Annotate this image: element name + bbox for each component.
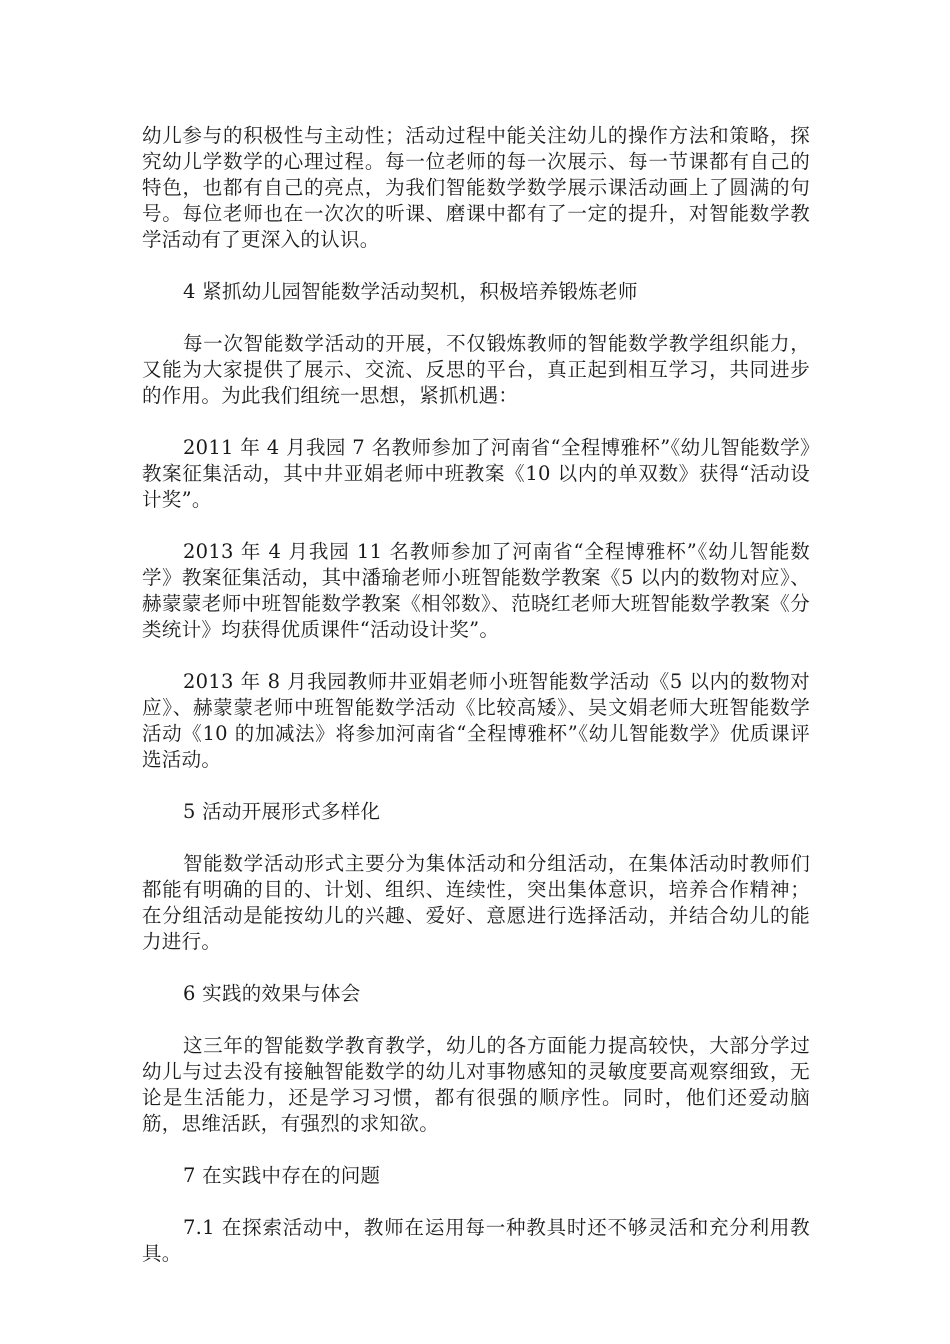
- paragraph: 2011 年 4 月我园 7 名教师参加了河南省“全程博雅杯”《幼儿智能数学》教案征集活动，其中井亚娟老师中班教案《10 以内的单双数》获得“活动设计奖”。: [142, 436, 810, 511]
- paragraph: 智能数学活动形式主要分为集体活动和分组活动，在集体活动时教师们都能有明确的目的、计划、组织、连续性，突出集体意识，培养合作精神；在分组活动是能按幼儿的兴趣、爱好、意愿进行选择活动，并结合幼儿的能力进行。: [142, 852, 810, 953]
- paragraph: 2013 年 4 月我园 11 名教师参加了河南省“全程博雅杯”《幼儿智能数学》教案征集活动，其中潘瑜老师小班智能数学教案《5 以内的数物对应》、赫蒙蒙老师中班智能数学教案《相邻数》、范晓红老师大班智能数学教案《分类统计》均获得优质课件“活动设计奖”。: [142, 540, 810, 641]
- section-heading-5: 5 活动开展形式多样化: [182, 800, 381, 823]
- paragraph: 这三年的智能数学教育教学，幼儿的各方面能力提高较快，大部分学过幼儿与过去没有接触智能数学的幼儿对事物感知的灵敏度要高观察细致，无论是生活能力，还是学习习惯，都有很强的顺序性。同时，他们还爱动脑筋，思维活跃，有强烈的求知欲。: [142, 1034, 810, 1135]
- paragraph: 每一次智能数学活动的开展，不仅锻炼教师的智能数学教学组织能力，又能为大家提供了展示、交流、反思的平台，真正起到相互学习，共同进步的作用。为此我们组统一思想，紧抓机遇：: [142, 332, 810, 407]
- paragraph: 2013 年 8 月我园教师井亚娟老师小班智能数学活动《5 以内的数物对应》、赫蒙蒙老师中班智能数学活动《比较高矮》、吴文娟老师大班智能数学活动《10 的加减法》将参加河南省“全程博雅杯”《幼儿智能数学》优质课评选活动。: [142, 670, 810, 771]
- paragraph: 7.1 在探索活动中，教师在运用每一种教具时还不够灵活和充分利用教具。: [142, 1216, 810, 1265]
- document-page: [142, 123, 810, 1293]
- section-heading-6: 6 实践的效果与体会: [182, 982, 361, 1005]
- paragraph-continuation: 幼儿参与的积极性与主动性；活动过程中能关注幼儿的操作方法和策略，探究幼儿学数学的心理过程。每一位老师的每一次展示、每一节课都有自己的特色，也都有自己的亮点，为我们智能数学数学展示课活动画上了圆满的句号。每位老师也在一次次的听课、磨课中都有了一定的提升，对智能数学教学活动有了更深入的认识。: [142, 124, 810, 251]
- section-heading-7: 7 在实践中存在的问题: [182, 1164, 381, 1187]
- section-heading-4: 4 紧抓幼儿园智能数学活动契机，积极培养锻炼老师: [182, 280, 638, 303]
